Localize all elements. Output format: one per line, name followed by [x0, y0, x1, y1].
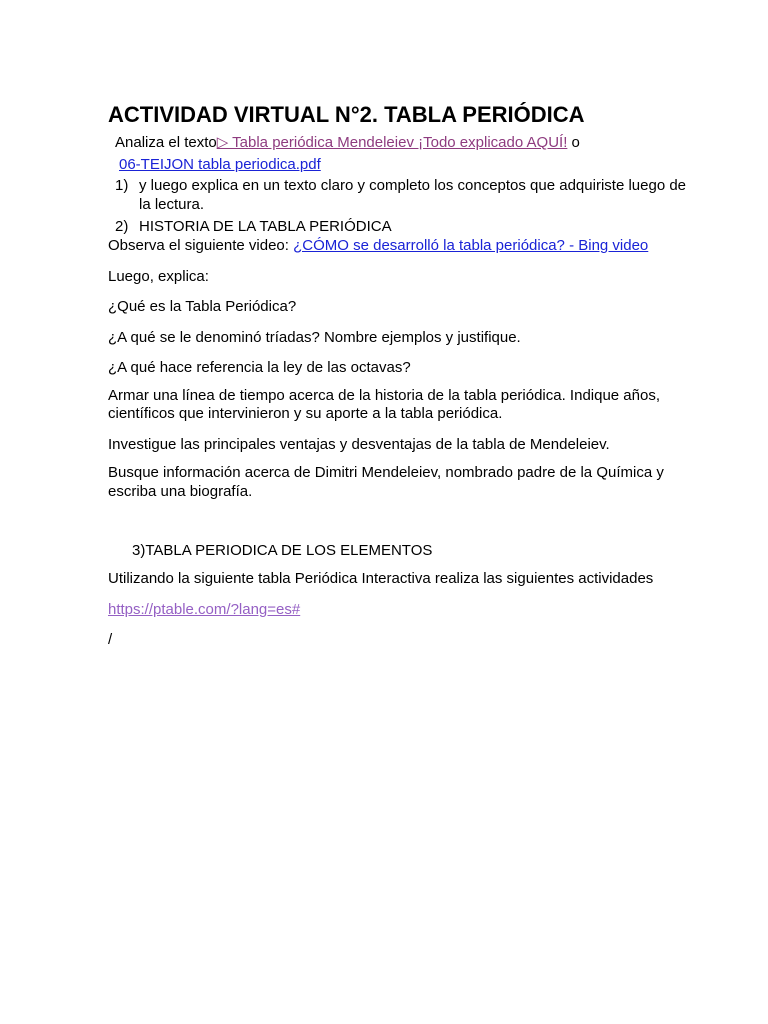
item-1-text: y luego explica en un texto claro y completo los conceptos que adquiriste luego de — [139, 177, 687, 194]
item-1-continuation: la lectura. — [139, 196, 205, 213]
item-2-heading: HISTORIA DE LA TABLA PERIÓDICA — [139, 218, 392, 235]
ptable-link[interactable]: https://ptable.com/?lang=es# — [108, 601, 301, 618]
biography-task-line-1: Busque información acerca de Dimitri Mendeleiev, nombrado padre de la Química y — [108, 464, 664, 481]
section-3-instruction: Utilizando la siguiente tabla Periódica Interactiva realiza las siguientes actividades — [108, 570, 654, 587]
page-title: ACTIVIDAD VIRTUAL N°2. TABLA PERIÓDICA — [108, 102, 585, 127]
question-2: ¿A qué se le denominó tríadas? Nombre ejemplos y justifique. — [108, 329, 521, 346]
section-3-heading: 3)TABLA PERIODICA DE LOS ELEMENTOS — [132, 542, 433, 559]
item-1 — [115, 176, 686, 195]
questions-lead: Luego, explica: — [108, 268, 209, 285]
item-1-number: 1) — [115, 177, 129, 194]
timeline-task-line-2: científicos que intervinieron y su aporte a la tabla periódica. — [108, 405, 503, 422]
trailing-slash: / — [108, 631, 113, 648]
intro-conjunction: o — [567, 134, 580, 151]
teijon-pdf-link[interactable]: 06-TEIJON tabla periodica.pdf — [119, 156, 321, 173]
question-1: ¿Qué es la Tabla Periódica? — [108, 298, 297, 315]
biography-task-line-2: escriba una biografía. — [108, 483, 253, 500]
mendeleiev-article-link[interactable]: ▷ Tabla periódica Mendeleiev ¡Todo explicado AQUÍ! — [216, 134, 568, 151]
advantages-task: Investigue las principales ventajas y desventajas de la tabla de Mendeleiev. — [108, 436, 610, 453]
pdf-line — [119, 155, 321, 174]
item-2 — [115, 217, 392, 236]
question-3: ¿A qué hace referencia la ley de las octavas? — [108, 359, 411, 376]
intro-prefix: Analiza el texto — [115, 134, 217, 151]
timeline-task-line-1: Armar una línea de tiempo acerca de la historia de la tabla periódica. Indique años, — [108, 387, 661, 404]
ptable-line — [108, 600, 300, 619]
video-line — [108, 236, 648, 255]
video-prefix: Observa el siguiente video: — [108, 237, 294, 254]
intro-line — [115, 133, 580, 152]
item-2-number: 2) — [115, 218, 129, 235]
bing-video-link[interactable]: ¿CÓMO se desarrolló la tabla periódica? - Bing video — [293, 237, 649, 254]
